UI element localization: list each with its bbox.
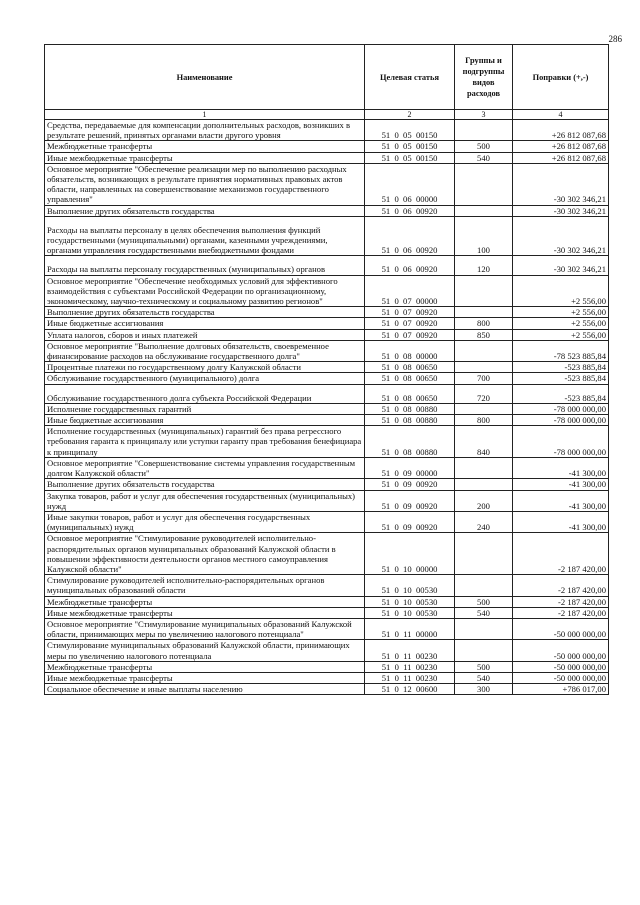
row-group-code: 500 — [455, 596, 513, 607]
row-name: Основное мероприятие "Обеспечение необходимых условий для эффективного взаимодействия с субъектами Российской Федерации по организационному, экономическому, научно-техническому и социальному развитию регионов" — [45, 275, 365, 307]
row-group-code — [455, 457, 513, 478]
row-target-code: 51 0 07 00000 — [365, 275, 455, 307]
row-name: Основное мероприятие "Выполнение долговых обязательств, своевременное финансирование расходов на обслуживание государственного долга" — [45, 340, 365, 361]
row-amount: -50 000 000,00 — [513, 618, 609, 639]
table-row — [45, 415, 609, 426]
column-number-row — [45, 110, 609, 120]
table-row — [45, 275, 609, 307]
table-row — [45, 457, 609, 478]
row-name: Выполнение других обязательств государства — [45, 307, 365, 318]
row-amount: -41 300,00 — [513, 457, 609, 478]
table-body — [45, 120, 609, 695]
row-amount: -30 302 346,21 — [513, 205, 609, 216]
row-group-code: 540 — [455, 607, 513, 618]
row-amount: -523 885,84 — [513, 384, 609, 403]
row-group-code: 840 — [455, 426, 513, 458]
row-group-code — [455, 275, 513, 307]
row-target-code: 51 0 07 00920 — [365, 329, 455, 340]
row-name: Расходы на выплаты персоналу государственных (муниципальных) органов — [45, 256, 365, 275]
table-row — [45, 329, 609, 340]
row-group-code: 200 — [455, 490, 513, 511]
row-target-code: 51 0 05 00150 — [365, 120, 455, 141]
row-amount: +786 017,00 — [513, 684, 609, 695]
table-row — [45, 256, 609, 275]
row-amount: -50 000 000,00 — [513, 661, 609, 672]
row-target-code: 51 0 10 00530 — [365, 596, 455, 607]
table-row — [45, 575, 609, 596]
table-row — [45, 120, 609, 141]
row-amount: -30 302 346,21 — [513, 216, 609, 256]
row-name: Иные межбюджетные трансферты — [45, 672, 365, 683]
row-group-code — [455, 340, 513, 361]
row-target-code: 51 0 08 00650 — [365, 373, 455, 384]
row-name: Основное мероприятие "Совершенствование системы управления государственным долгом Калужской области" — [45, 457, 365, 478]
table-row — [45, 307, 609, 318]
row-amount: -41 300,00 — [513, 490, 609, 511]
row-amount: -523 885,84 — [513, 373, 609, 384]
table-row — [45, 373, 609, 384]
row-name: Основное мероприятие "Обеспечение реализации мер по выполнению расходных обязательств, возникающих в результате принятия нормативных правовых актов области, направленных на совершенствование механизмов государственного управления" — [45, 163, 365, 205]
row-target-code: 51 0 08 00650 — [365, 362, 455, 373]
row-amount: -50 000 000,00 — [513, 640, 609, 661]
row-target-code: 51 0 11 00000 — [365, 618, 455, 639]
table-row — [45, 511, 609, 532]
row-group-code: 850 — [455, 329, 513, 340]
row-amount: -523 885,84 — [513, 362, 609, 373]
row-name: Выполнение других обязательств государства — [45, 479, 365, 490]
row-name: Иные бюджетные ассигнования — [45, 415, 365, 426]
row-name: Выполнение других обязательств государства — [45, 205, 365, 216]
row-group-code: 540 — [455, 672, 513, 683]
row-target-code: 51 0 08 00000 — [365, 340, 455, 361]
column-number: 2 — [365, 110, 455, 120]
row-name: Основное мероприятие "Стимулирование руководителей исполнительно-распорядительных органов муниципальных образований Калужской области в повышении эффективности деятельности органов местного самоуправления Калужской области" — [45, 533, 365, 575]
table-row — [45, 426, 609, 458]
row-target-code: 51 0 11 00230 — [365, 661, 455, 672]
page-number: 286 — [608, 34, 622, 44]
row-name: Закупка товаров, работ и услуг для обеспечения государственных (муниципальных) нужд — [45, 490, 365, 511]
row-target-code: 51 0 05 00150 — [365, 141, 455, 152]
table-row — [45, 403, 609, 414]
row-name: Социальное обеспечение и иные выплаты населению — [45, 684, 365, 695]
row-group-code — [455, 403, 513, 414]
row-amount: -50 000 000,00 — [513, 672, 609, 683]
header-amount: Поправки (+,-) — [513, 45, 609, 110]
row-name: Межбюджетные трансферты — [45, 661, 365, 672]
row-group-code: 800 — [455, 415, 513, 426]
table-row — [45, 152, 609, 163]
table-row — [45, 640, 609, 661]
row-group-code: 120 — [455, 256, 513, 275]
row-target-code: 51 0 06 00920 — [365, 205, 455, 216]
row-name: Иные бюджетные ассигнования — [45, 318, 365, 329]
table-row — [45, 607, 609, 618]
column-number: 1 — [45, 110, 365, 120]
row-target-code: 51 0 10 00000 — [365, 533, 455, 575]
row-amount: -41 300,00 — [513, 479, 609, 490]
row-amount: +2 556,00 — [513, 275, 609, 307]
row-group-code — [455, 575, 513, 596]
row-name: Исполнение государственных (муниципальных) гарантий без права регрессного требования гаранта к принципалу или уступки гаранту прав требования бенефициара к принципалу — [45, 426, 365, 458]
row-group-code — [455, 479, 513, 490]
table-row — [45, 163, 609, 205]
row-group-code: 500 — [455, 141, 513, 152]
column-number: 4 — [513, 110, 609, 120]
row-name: Межбюджетные трансферты — [45, 596, 365, 607]
table-row — [45, 672, 609, 683]
table-row — [45, 684, 609, 695]
row-name: Стимулирование муниципальных образований Калужской области, принимающих меры по увеличению налогового потенциала — [45, 640, 365, 661]
table-row — [45, 479, 609, 490]
row-name: Иные закупки товаров, работ и услуг для обеспечения государственных (муниципальных) нужд — [45, 511, 365, 532]
row-group-code — [455, 205, 513, 216]
row-target-code: 51 0 11 00230 — [365, 640, 455, 661]
table-row — [45, 490, 609, 511]
table-row — [45, 533, 609, 575]
row-group-code — [455, 307, 513, 318]
table-row — [45, 618, 609, 639]
row-amount: -41 300,00 — [513, 511, 609, 532]
row-target-code: 51 0 08 00650 — [365, 384, 455, 403]
table-row — [45, 205, 609, 216]
row-group-code: 300 — [455, 684, 513, 695]
table-row — [45, 216, 609, 256]
row-amount: +26 812 087,68 — [513, 120, 609, 141]
row-target-code: 51 0 10 00530 — [365, 575, 455, 596]
row-amount: +26 812 087,68 — [513, 152, 609, 163]
table-row — [45, 141, 609, 152]
row-name: Уплата налогов, сборов и иных платежей — [45, 329, 365, 340]
row-target-code: 51 0 07 00920 — [365, 318, 455, 329]
row-name: Расходы на выплаты персоналу в целях обеспечения выполнения функций государственными (муниципальными) органами, казенными учреждениями, органами управления государственными внебюджетными фондами — [45, 216, 365, 256]
budget-amendments-table — [44, 44, 609, 695]
row-group-code — [455, 120, 513, 141]
row-amount: -30 302 346,21 — [513, 163, 609, 205]
table-row — [45, 318, 609, 329]
row-group-code: 500 — [455, 661, 513, 672]
row-name: Средства, передаваемые для компенсации дополнительных расходов, возникших в результате решений, принятых органами власти другого уровня — [45, 120, 365, 141]
row-group-code: 100 — [455, 216, 513, 256]
row-amount: -2 187 420,00 — [513, 596, 609, 607]
row-name: Процентные платежи по государственному долгу Калужской области — [45, 362, 365, 373]
row-amount: -30 302 346,21 — [513, 256, 609, 275]
table-row — [45, 384, 609, 403]
row-group-code: 800 — [455, 318, 513, 329]
row-target-code: 51 0 08 00880 — [365, 403, 455, 414]
table-row — [45, 661, 609, 672]
header-target: Целевая статья — [365, 45, 455, 110]
row-name: Межбюджетные трансферты — [45, 141, 365, 152]
table-row — [45, 340, 609, 361]
row-amount: -2 187 420,00 — [513, 533, 609, 575]
row-amount: -2 187 420,00 — [513, 607, 609, 618]
row-group-code — [455, 163, 513, 205]
row-group-code — [455, 533, 513, 575]
row-amount: -78 000 000,00 — [513, 403, 609, 414]
row-group-code: 240 — [455, 511, 513, 532]
header-group: Группы и подгруппы видов расходов — [455, 45, 513, 110]
row-name: Иные межбюджетные трансферты — [45, 607, 365, 618]
row-target-code: 51 0 07 00920 — [365, 307, 455, 318]
row-target-code: 51 0 06 00920 — [365, 256, 455, 275]
row-group-code — [455, 618, 513, 639]
row-target-code: 51 0 08 00880 — [365, 415, 455, 426]
row-amount: -78 523 885,84 — [513, 340, 609, 361]
row-name: Обслуживание государственного (муниципального) долга — [45, 373, 365, 384]
row-amount: -2 187 420,00 — [513, 575, 609, 596]
row-amount: +2 556,00 — [513, 307, 609, 318]
row-amount: +2 556,00 — [513, 329, 609, 340]
row-amount: -78 000 000,00 — [513, 415, 609, 426]
row-target-code: 51 0 09 00920 — [365, 511, 455, 532]
row-group-code: 700 — [455, 373, 513, 384]
row-group-code: 720 — [455, 384, 513, 403]
table-row — [45, 596, 609, 607]
row-name: Основное мероприятие "Стимулирование муниципальных образований Калужской области, принимающих меры по увеличению налогового потенциала" — [45, 618, 365, 639]
row-amount: +26 812 087,68 — [513, 141, 609, 152]
row-target-code: 51 0 10 00530 — [365, 607, 455, 618]
row-group-code: 540 — [455, 152, 513, 163]
row-target-code: 51 0 06 00000 — [365, 163, 455, 205]
row-target-code: 51 0 06 00920 — [365, 216, 455, 256]
row-target-code: 51 0 08 00880 — [365, 426, 455, 458]
row-target-code: 51 0 05 00150 — [365, 152, 455, 163]
table-header-row — [45, 45, 609, 110]
row-amount: +2 556,00 — [513, 318, 609, 329]
row-name: Обслуживание государственного долга субъекта Российской Федерации — [45, 384, 365, 403]
table-row — [45, 362, 609, 373]
row-amount: -78 000 000,00 — [513, 426, 609, 458]
header-name: Наименование — [45, 45, 365, 110]
row-target-code: 51 0 09 00920 — [365, 479, 455, 490]
row-name: Иные межбюджетные трансферты — [45, 152, 365, 163]
row-target-code: 51 0 12 00600 — [365, 684, 455, 695]
row-name: Стимулирование руководителей исполнительно-распорядительных органов муниципальных образований области — [45, 575, 365, 596]
row-target-code: 51 0 09 00920 — [365, 490, 455, 511]
row-group-code — [455, 640, 513, 661]
row-name: Исполнение государственных гарантий — [45, 403, 365, 414]
row-target-code: 51 0 09 00000 — [365, 457, 455, 478]
row-group-code — [455, 362, 513, 373]
row-target-code: 51 0 11 00230 — [365, 672, 455, 683]
column-number: 3 — [455, 110, 513, 120]
